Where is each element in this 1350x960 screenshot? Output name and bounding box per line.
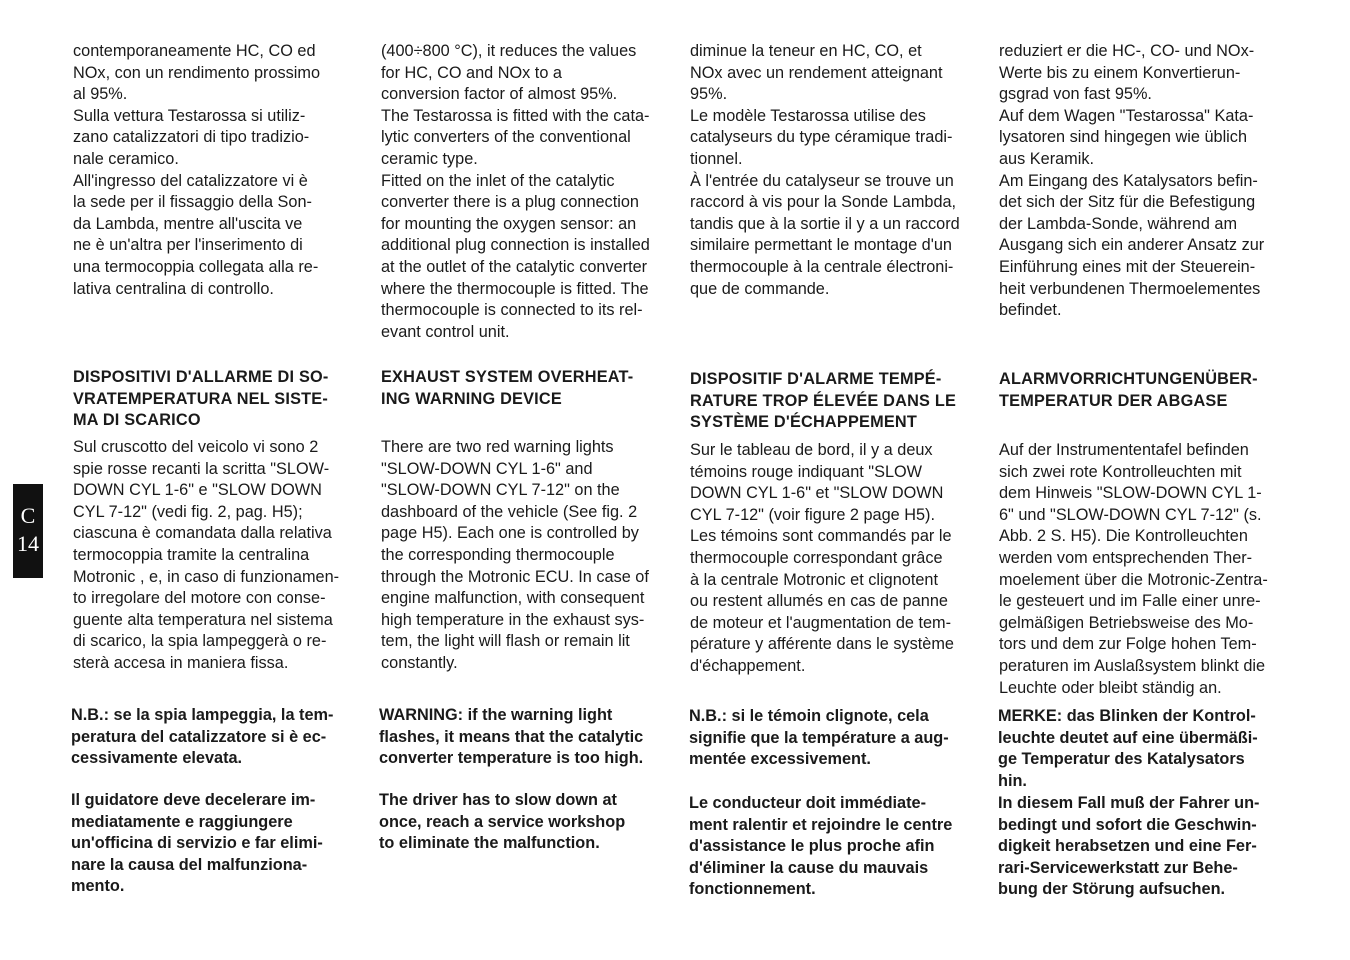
- german-heading: ALARMVORRICHTUNGENÜBER- TEMPERATUR DER ABGASE: [999, 370, 1258, 410]
- italian-note2-block: [71, 790, 353, 898]
- section-letter: C: [20, 503, 36, 528]
- english-heading-block: [381, 367, 663, 410]
- french-note2: Le conducteur doit immédiate- ment ralentir et rejoindre le centre d'assistance le plus proche afin d'éliminer la cause du mauvais fonctionnement.: [689, 794, 953, 899]
- italian-heading-block: [73, 367, 355, 432]
- german-heading-block: [999, 369, 1281, 412]
- german-intro-column: [999, 41, 1281, 322]
- german-note2: In diesem Fall muß der Fahrer un- bedingt und sofort die Geschwin- digkeit herabsetzen und eine Fer- rari-Servicewerkstatt zur Behe- bung der Störung aufsuchen.: [998, 794, 1260, 899]
- french-note2-block: [689, 793, 971, 901]
- italian-heading: DISPOSITIVI D'ALLARME DI SO- VRATEMPERATURA NEL SISTE- MA DI SCARICO: [73, 368, 329, 430]
- section-tab: [13, 484, 43, 578]
- french-body: Sur le tableau de bord, il y a deux témoins rouge indiquant "SLOW DOWN CYL 1-6" et "SLOW DOWN CYL 7-12" (voir figure 2 page H5). Les témoins sont commandés par le thermocouple correspondant grâce à la centrale Motronic et clignotent ou restent allumés en cas de panne de moteur et l'augmentation de tem- pérature y afférente dans le système d'échappement.: [690, 441, 954, 675]
- german-intro: reduziert er die HC-, CO- und NOx- Werte bis zu einem Konvertierun- gsgrad von fast 95%. Auf dem Wagen "Testarossa" Kata- lysatoren sind hingegen wie üblich aus Keramik. Am Eingang des Katalysators befin- det sich der Sitz für die Befestigung der Lambda-Sonde, während am Ausgang sich ein anderer Ansatz zur Einführung eines mit der Steuerein- heit verbundenen Thermoelementes befindet.: [999, 42, 1265, 320]
- french-note1: N.B.: si le témoin clignote, cela signifie que la température a aug- mentée excessivement.: [689, 707, 949, 769]
- english-note2-block: [379, 790, 661, 855]
- italian-intro-column: [73, 41, 355, 300]
- french-note1-block: [689, 706, 971, 771]
- english-intro-column: [381, 41, 663, 343]
- german-note1-block: [998, 706, 1280, 792]
- german-note1: MERKE: das Blinken der Kontrol- leuchte deutet auf eine übermäßi- ge Temperatur des Katalysators hin.: [998, 707, 1258, 790]
- english-body: There are two red warning lights "SLOW-DOWN CYL 1-6" and "SLOW-DOWN CYL 7-12" on the dashboard of the vehicle (See fig. 2 page H5). Each one is controlled by the corresponding thermocouple through the Motronic ECU. In case of engine malfunction, with consequent high temperature in the exhaust sys- tem, the light will flash or remain lit constantly.: [381, 438, 649, 672]
- italian-body-block: [73, 437, 355, 675]
- german-body-block: [999, 440, 1281, 699]
- french-heading-block: [690, 369, 972, 434]
- page-number: 14: [17, 531, 39, 556]
- italian-note1: N.B.: se la spia lampeggia, la tem- peratura del catalizzatore si è ec- cessivamente elevata.: [71, 706, 334, 768]
- french-heading: DISPOSITIF D'ALARME TEMPÉ- RATURE TROP ÉLEVÉE DANS LE SYSTÈME D'ÉCHAPPEMENT: [690, 370, 957, 432]
- english-note1: WARNING: if the warning light flashes, it means that the catalytic converter temperature is too high.: [379, 706, 644, 768]
- italian-body: Sul cruscotto del veicolo vi sono 2 spie rosse recanti la scritta "SLOW- DOWN CYL 1-6" e "SLOW DOWN CYL 7-12" (vedi fig. 2, pag. H5); ciascuna è comandata dalla relativa termocoppia tramite la centralina Motronic , e, in caso di funzionamen- to irregolare del motore con conse- guente alta temperatura nel sistema di scarico, la spia lampeggerà o re- sterà accesa in maniera fissa.: [73, 438, 340, 672]
- italian-intro: contemporaneamente HC, CO ed NOx, con un rendimento prossimo al 95%. Sulla vettura Testarossa si utiliz- zano catalizzatori di tipo tradizio- nale ceramico. All'ingresso del catalizzatore vi è la sede per il fissaggio della Son- da Lambda, mentre all'uscita ve ne è un'altra per l'inserimento di una termocoppia collegata alla re- lativa centralina di controllo.: [73, 42, 321, 298]
- german-note2-block: [998, 793, 1280, 901]
- french-intro-column: [690, 41, 972, 300]
- italian-note2: Il guidatore deve decelerare im- mediatamente e raggiungere un'officina di servizio e far elimi- nare la causa del malfunziona- mento.: [71, 791, 323, 896]
- german-body: Auf der Instrumententafel befinden sich zwei rote Kontrolleuchten mit dem Hinweis "SLOW-DOWN CYL 1- 6" und "SLOW-DOWN CYL 7-12" (s. Abb. 2 S. H5). Die Kontrolleuchten werden vom entsprechenden Ther- moelement über die Motronic-Zentra- le gesteuert und im Falle einer unre- gelmäßigen Betriebsweise des Mo- tors und dem zur Folge hohen Tem- peraturen im Auslaßsystem blinkt die Leuchte oder bleibt ständig an.: [999, 441, 1268, 697]
- english-body-block: [381, 437, 663, 675]
- english-intro: (400÷800 °C), it reduces the values for HC, CO and NOx to a conversion factor of almost 95%. The Testarossa is fitted with the cata- lytic converters of the conventional ceramic type. Fitted on the inlet of the catalytic converter there is a plug connection for mounting the oxygen sensor: an additional plug connection is installed at the outlet of the catalytic converter where the thermocouple is fitted. The thermocouple is connected to its rel- evant control unit.: [381, 42, 650, 341]
- english-note2: The driver has to slow down at once, reach a service workshop to eliminate the malfunction.: [379, 791, 626, 853]
- french-intro: diminue la teneur en HC, CO, et NOx avec un rendement atteignant 95%. Le modèle Testarossa utilise des catalyseurs du type céramique tradi- tionnel. À l'entrée du catalyseur se trouve un raccord à vis pour la Sonde Lambda, tandis que à la sortie il y a un raccord similaire permettant le montage d'un thermocouple à la centrale électroni- que de commande.: [690, 42, 960, 298]
- english-note1-block: [379, 705, 661, 770]
- french-body-block: [690, 440, 972, 678]
- english-heading: EXHAUST SYSTEM OVERHEAT- ING WARNING DEVICE: [381, 368, 634, 408]
- italian-note1-block: [71, 705, 353, 770]
